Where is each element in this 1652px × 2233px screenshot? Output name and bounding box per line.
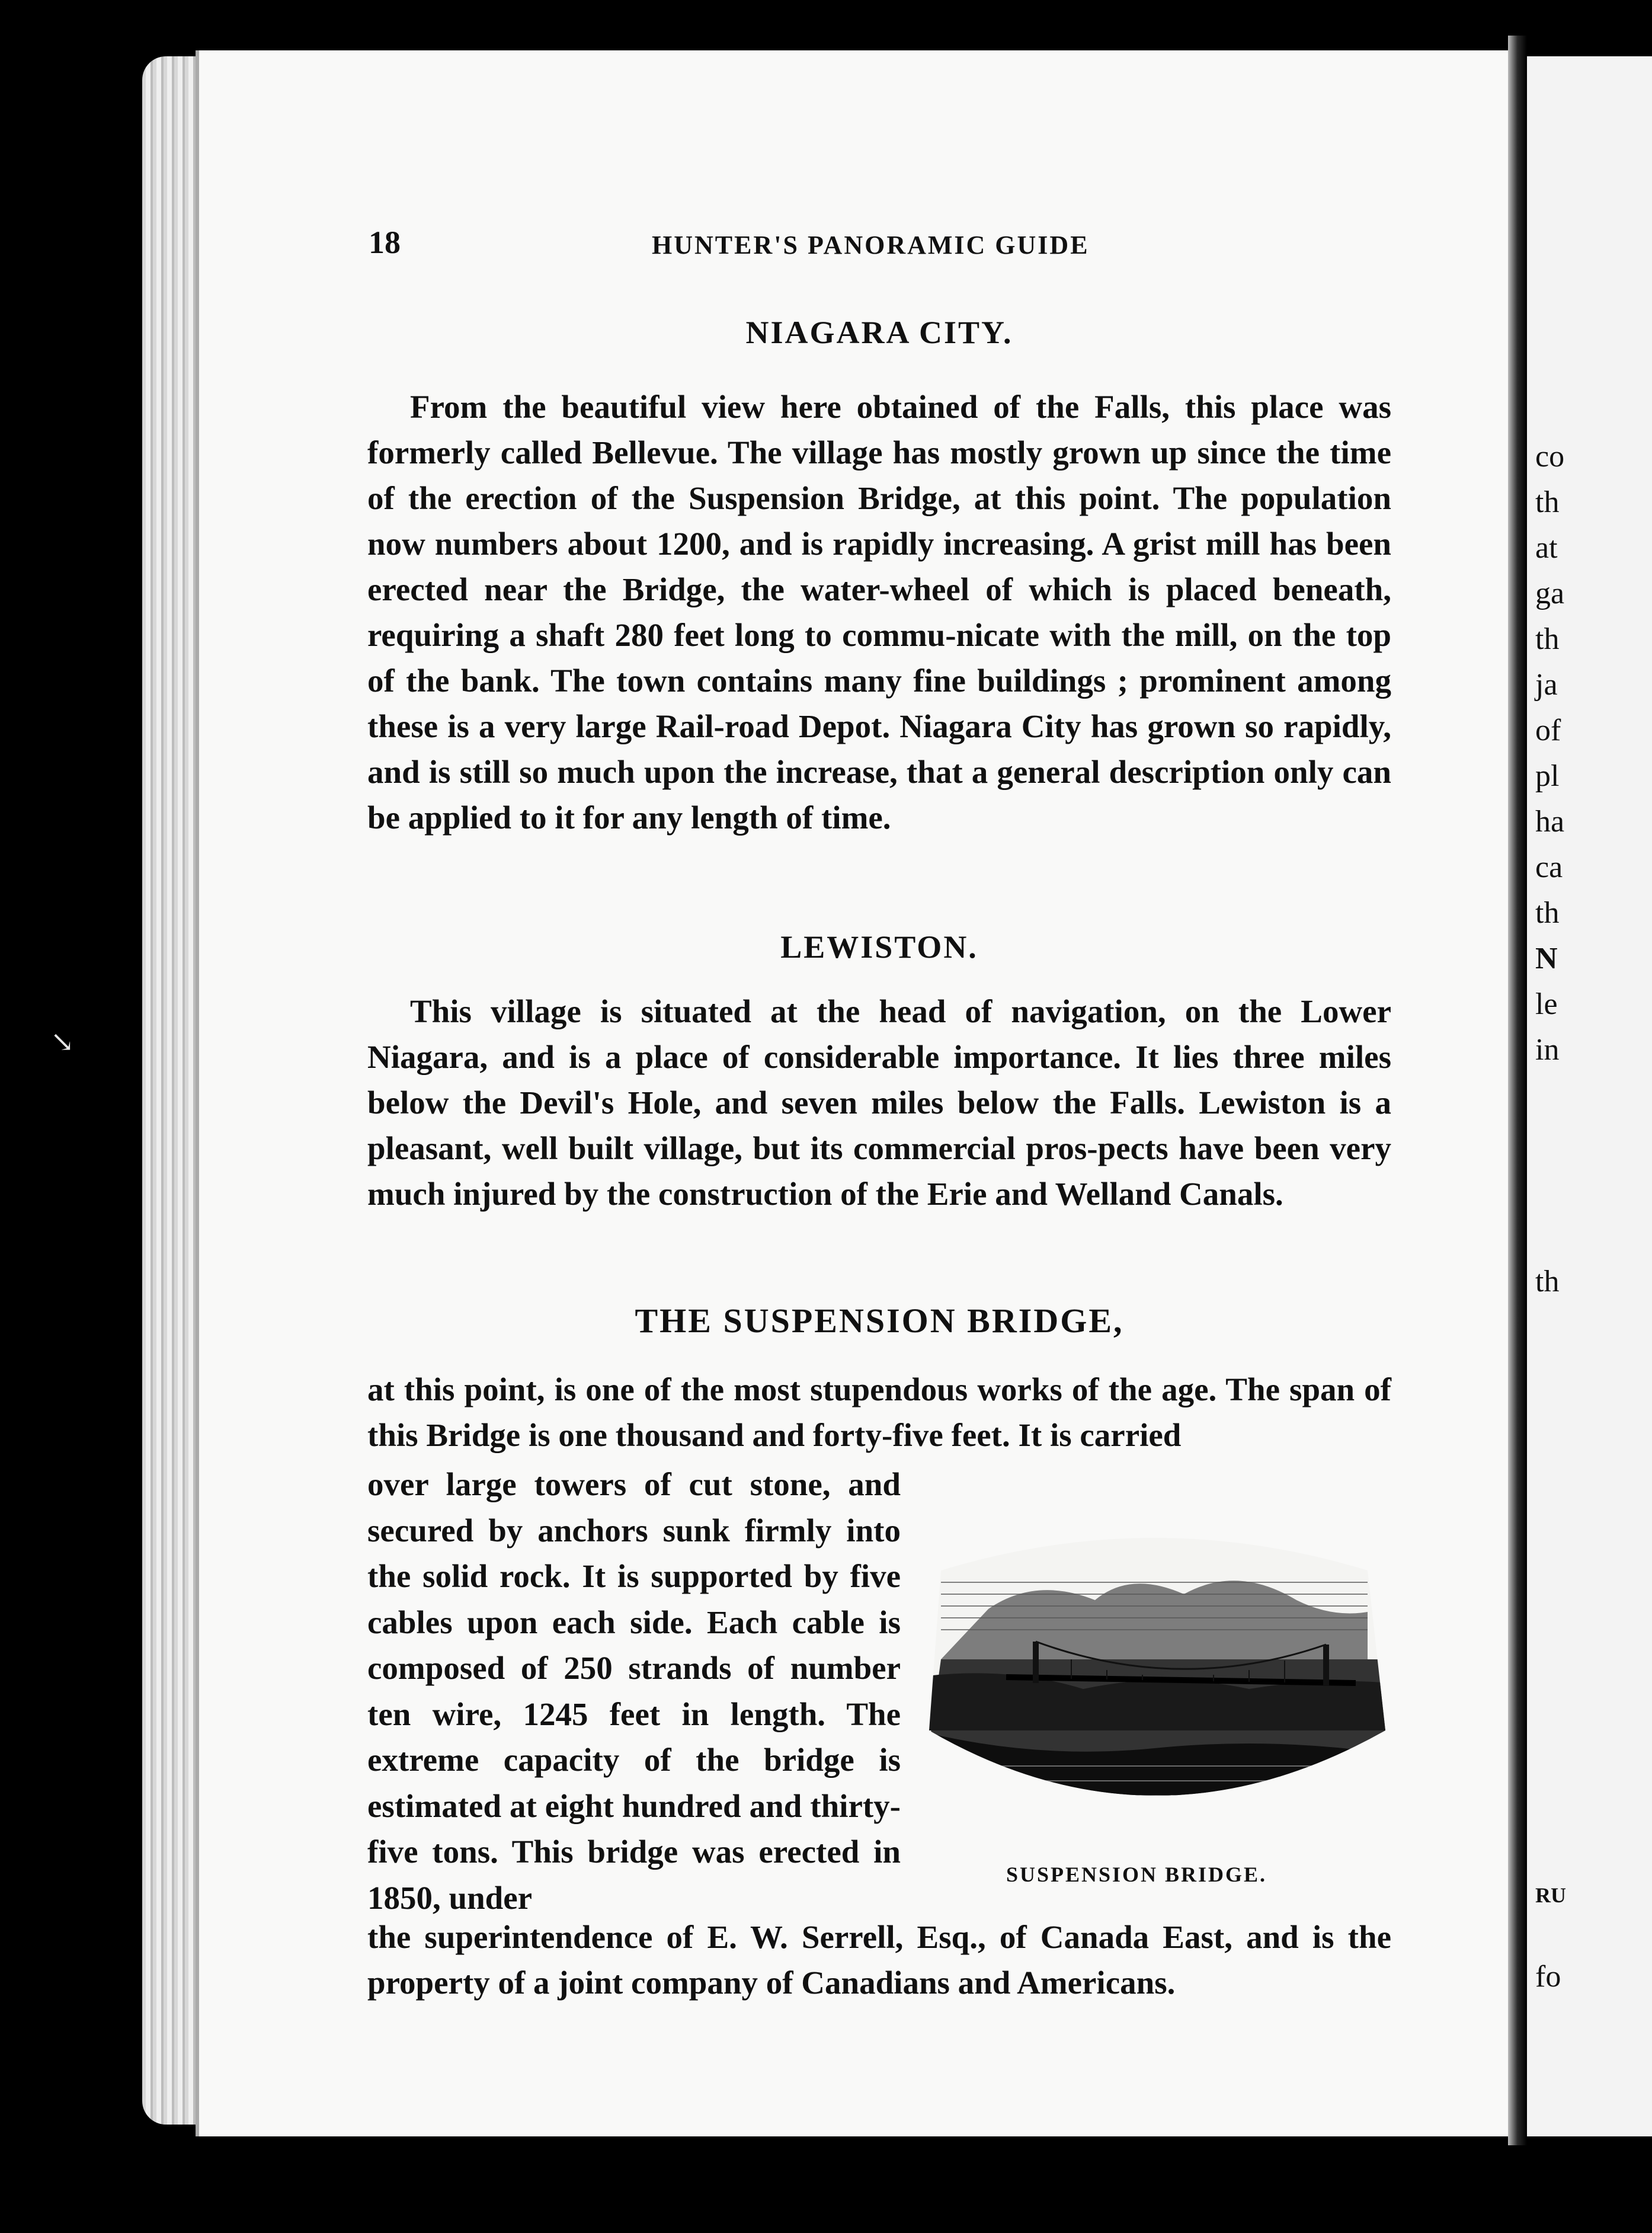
facing-page-fragment: th — [1535, 485, 1560, 519]
paragraph-niagara-city: From the beautiful view here obtained of the Falls, this place was formerly called Bellevue. The village has mostly grown up since the time of the erection of the Suspension Bridge, at this point. The population now numbers about 1200, and is rapidly increasing. A grist mill has been erected near the Bridge, the water-wheel of which is placed beneath, requiring a shaft 280 feet long to commu-nicate with the mill, on the top of the bank. The town contains many fine buildings ; prominent among these is a very large Rail-road Depot. Niagara City has grown so rapidly, and is still so much upon the increase, that a general description only can be applied to it for any length of time. — [367, 389, 1391, 836]
facing-page-fragment: ja — [1535, 668, 1558, 702]
facing-page-fragment: fo — [1535, 1960, 1561, 1994]
page-number: 18 — [369, 225, 401, 260]
facing-page-fragment: N — [1535, 942, 1558, 975]
facing-page-fragment: th — [1535, 622, 1560, 656]
facing-page-fragment: th — [1535, 896, 1560, 930]
facing-page-fragment: at — [1535, 531, 1558, 565]
page-header — [369, 224, 1139, 265]
section-heading-niagara-city: NIAGARA CITY. — [745, 315, 1013, 350]
facing-page-fragment: ga — [1535, 577, 1565, 610]
book-gutter — [1508, 36, 1527, 2145]
paragraph-suspension-bridge-end: the superintendence of E. W. Serrell, Esq., of Canada East, and is the property of a joint company of Canadians and Americans. — [367, 1919, 1391, 2001]
running-head: HUNTER'S PANORAMIC GUIDE — [652, 231, 1090, 260]
facing-page-fragment: RU — [1535, 1883, 1566, 1907]
scan-background-left — [0, 0, 142, 2233]
paragraph-suspension-bridge-intro: at this point, is one of the most stupendous works of the age. The span of this Bridge is one thousand and forty-five feet. It is carried — [367, 1371, 1391, 1453]
section-heading-suspension-bridge: THE SUSPENSION BRIDGE, — [635, 1301, 1124, 1340]
suspension-bridge-engraving — [917, 1482, 1391, 1831]
paragraph-suspension-bridge-wrapped: over large towers of cut stone, and secured by anchors sunk firmly into the solid rock. It is supported by five cables upon each side. Each cable is composed of 250 strands of number ten wire, 1245 feet in length. The extreme capacity of the bridge is estimated at eight hundred and thirty-five tons. This bridge was erected in 1850, under — [367, 1466, 901, 1916]
facing-page-fragment: in — [1535, 1033, 1560, 1067]
paragraph-lewiston: This village is situated at the head of navigation, on the Lower Niagara, and is a place of considerable importance. It lies three miles below the Devil's Hole, and seven miles below the Falls. Lewiston is a pleasant, well built village, but its commercial pros-pects have been very much injured by the construction of the Erie and Welland Canals. — [367, 993, 1391, 1212]
facing-page-fragment: le — [1535, 987, 1558, 1021]
figure-caption: SUSPENSION BRIDGE. — [1006, 1863, 1267, 1886]
margin-mark: ↘ — [50, 1026, 75, 1058]
facing-page-fragment: of — [1535, 714, 1561, 747]
facing-page-edge — [1527, 56, 1652, 2136]
facing-page-fragment: ha — [1535, 805, 1565, 839]
section-heading-lewiston: LEWISTON. — [780, 929, 978, 965]
facing-page-fragment: ca — [1535, 850, 1563, 884]
facing-page-fragment: co — [1535, 440, 1565, 474]
facing-page-fragment: th — [1535, 1265, 1560, 1298]
facing-page-fragment: pl — [1535, 759, 1560, 793]
